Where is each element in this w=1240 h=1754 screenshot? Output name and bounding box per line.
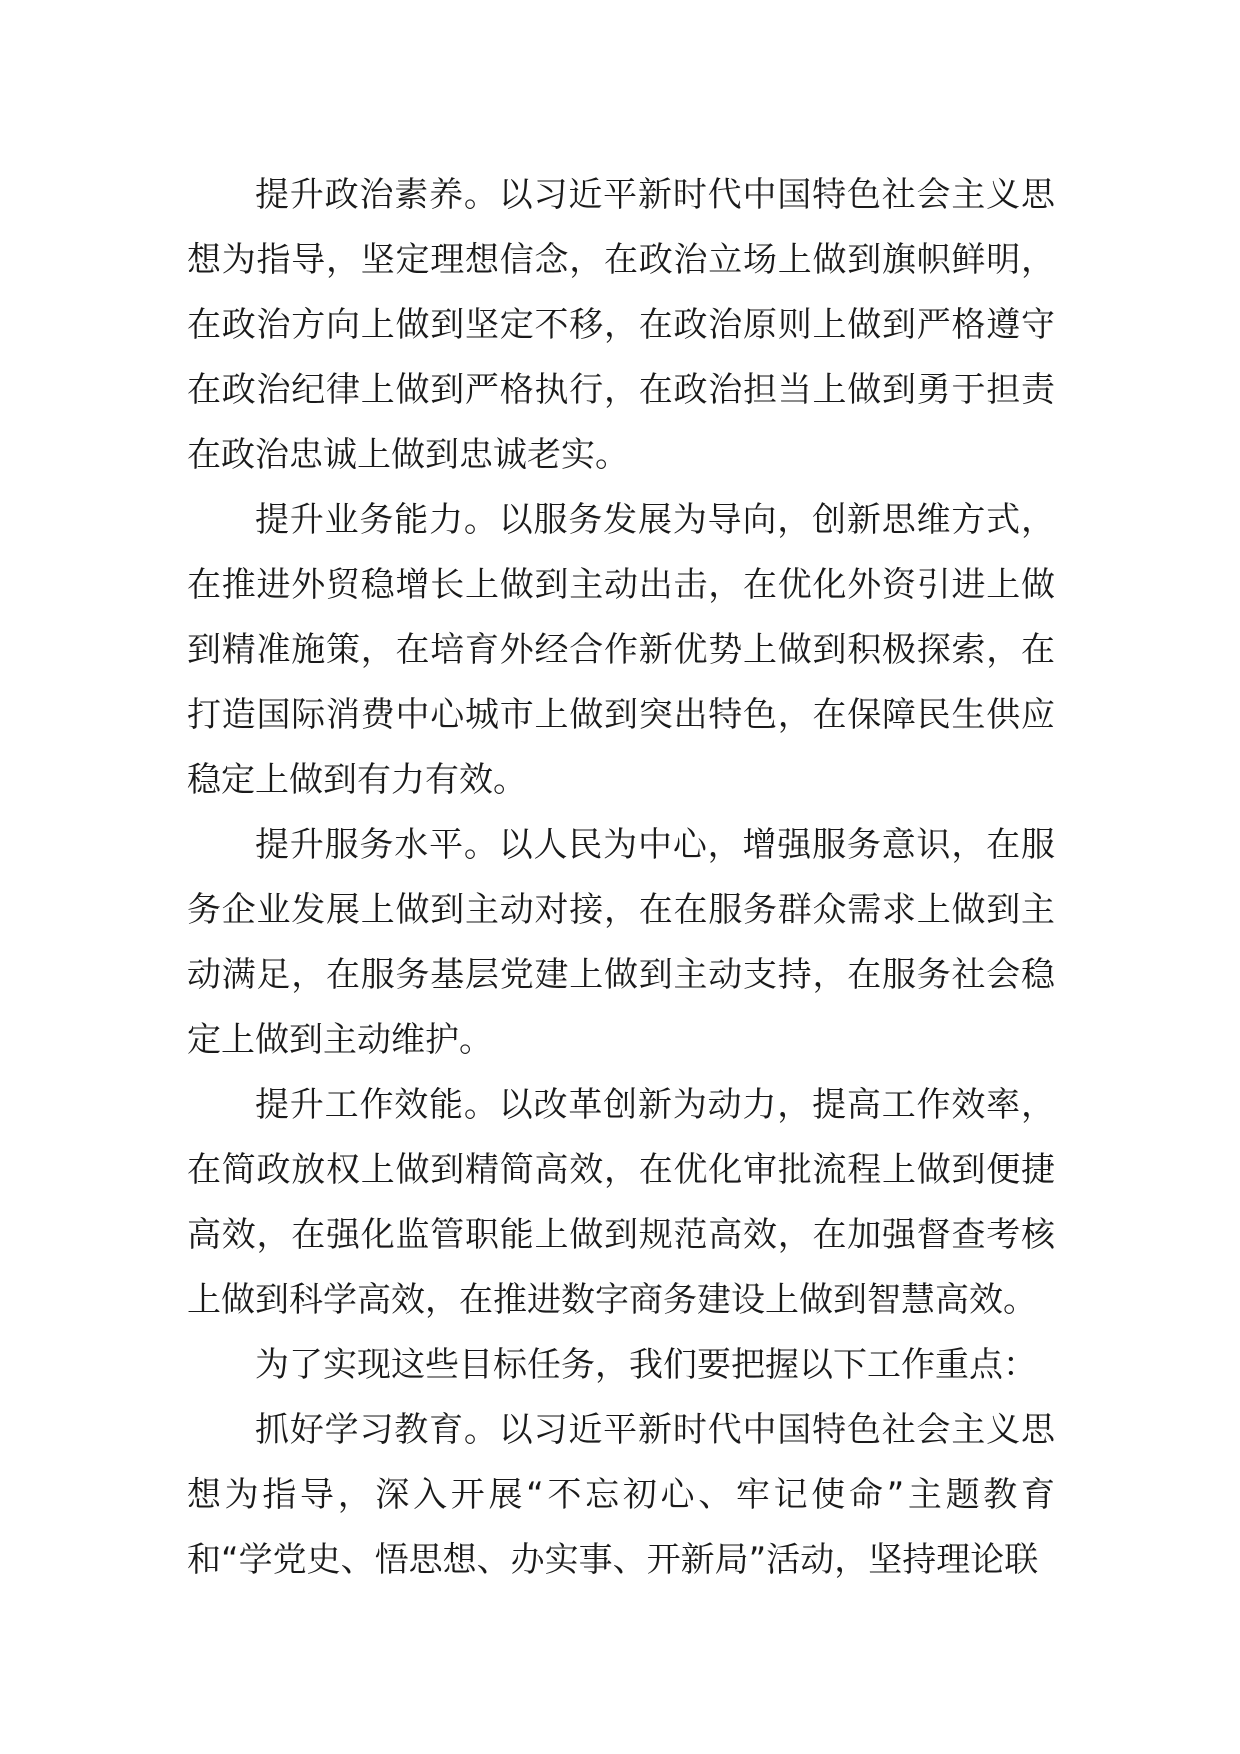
paragraph-work-priorities-intro: 为了实现这些目标任务，我们要把握以下工作重点： bbox=[255, 1345, 1037, 1385]
paragraph-study-education: 抓好学习教育。以习近平新时代中国特色社会主义思想为指导，深入开展“不忘初心、牢记使命”主题教育和“学党史、悟思想、办实事、开新局”活动，坚持理论联 bbox=[187, 1410, 1055, 1580]
paragraph-business-ability: 提升业务能力。以服务发展为导向，创新思维方式，在推进外贸稳增长上做到主动出击，在优化外资引进上做到精准施策，在培育外经合作新优势上做到积极探索，在打造国际消费中心城市上做到突出特色，在保障民生供应稳定上做到有力有效。 bbox=[187, 500, 1055, 800]
paragraph-service-level: 提升服务水平。以人民为中心，增强服务意识，在服务企业发展上做到主动对接，在在服务群众需求上做到主动满足，在服务基层党建上做到主动支持，在服务社会稳定上做到主动维护。 bbox=[187, 825, 1055, 1060]
paragraph-political-literacy: 提升政治素养。以习近平新时代中国特色社会主义思想为指导，坚定理想信念，在政治立场上做到旗帜鲜明，在政治方向上做到坚定不移，在政治原则上做到严格遵守在政治纪律上做到严格执行，在政治担当上做到勇于担责在政治忠诚上做到忠诚老实。 bbox=[187, 175, 1055, 475]
paragraph-work-efficiency: 提升工作效能。以改革创新为动力，提高工作效率，在简政放权上做到精简高效，在优化审批流程上做到便捷高效，在强化监管职能上做到规范高效，在加强督查考核上做到科学高效，在推进数字商务建设上做到智慧高效。 bbox=[187, 1085, 1055, 1320]
document-body bbox=[187, 163, 1055, 1593]
